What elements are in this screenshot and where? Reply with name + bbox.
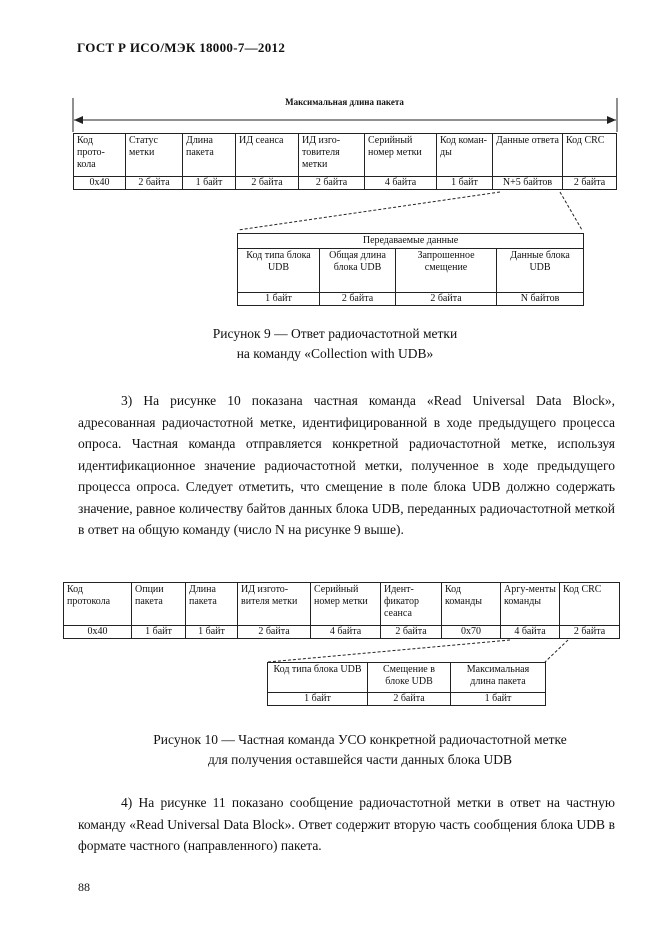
size-cell: 1 байт xyxy=(132,626,186,639)
size-cell: 1 байт xyxy=(437,177,493,190)
sub-field-udb-total-length: Общая длина блока UDB xyxy=(320,249,396,293)
size-cell: 2 байта xyxy=(560,626,620,639)
size-cell: 1 байт xyxy=(238,293,320,306)
field-tag-status: Статус метки xyxy=(126,134,183,177)
command-arguments-table xyxy=(267,662,546,706)
caption-line: на команду «Collection with UDB» xyxy=(236,346,434,361)
size-cell: 2 байта xyxy=(238,626,311,639)
sub-field-udb-type-code: Код типа блока UDB xyxy=(268,663,368,693)
size-cell: 4 байта xyxy=(311,626,381,639)
size-cell: 2 байта xyxy=(563,177,617,190)
transmitted-data-title: Передаваемые данные xyxy=(238,234,584,249)
field-command-code: Код коман-ды xyxy=(437,134,493,177)
sub-field-requested-offset: Запрошенное смещение xyxy=(396,249,497,293)
field-serial-number: Серийный номер метки xyxy=(365,134,437,177)
size-cell: 2 байта xyxy=(236,177,299,190)
caption-line: для получения оставшейся части данных блока UDB xyxy=(207,752,512,767)
field-packet-length: Длина пакета xyxy=(183,134,236,177)
field-response-data: Данные ответа xyxy=(493,134,563,177)
size-cell: 2 байта xyxy=(299,177,365,190)
size-cell: 4 байта xyxy=(501,626,560,639)
size-cell: 1 байт xyxy=(183,177,236,190)
sub-field-max-packet-length: Максимальная длина пакета xyxy=(451,663,546,693)
caption-line: Рисунок 10 — Частная команда УСО конкретной радиочастотной метке xyxy=(153,732,567,747)
paragraph-4: 4) На рисунке 11 показано сообщение радиочастотной метки в ответ на частную команду «Read Universal Data Block». Ответ содержит вторую часть сообщения блока UDB в формате частного (направленного) пакета. xyxy=(78,795,615,853)
size-cell: 2 байта xyxy=(381,626,442,639)
field-command-code: Код команды xyxy=(442,583,501,626)
field-packet-length: Длина пакета xyxy=(186,583,238,626)
paragraph-3: 3) На рисунке 10 показана частная команда «Read Universal Data Block», адресованная радиочастотной метке, идентифицированной в ходе предыдущего процесса опроса. Частная команда отправляется конкретной радиочастотной метке, используя идентификационное значение радиочастотной метки, полученное в ходе предыдущего процесса опроса. Следует отметить, что смещение в поле блока UDB должно содержать значение, равное количеству байтов данных блока UDB, переданных радиочастотной меткой в ответ на общую команду (число N на рисунке 9 выше). xyxy=(78,393,615,537)
size-cell: 0x40 xyxy=(74,177,126,190)
field-protocol-code: Код прото-кола xyxy=(74,134,126,177)
size-cell: 2 байта xyxy=(396,293,497,306)
caption-line: Рисунок 9 — Ответ радиочастотной метки xyxy=(212,326,458,341)
size-cell: 1 байт xyxy=(186,626,238,639)
max-length-label: Максимальная длина пакета xyxy=(285,97,404,107)
field-manufacturer-id: ИД изгото-вителя метки xyxy=(238,583,311,626)
page-number: 88 xyxy=(78,880,90,894)
size-cell: N байтов xyxy=(497,293,584,306)
field-session-id: Идент-фикатор сеанса xyxy=(381,583,442,626)
size-cell: 2 байта xyxy=(320,293,396,306)
size-cell: N+5 байтов xyxy=(493,177,563,190)
size-cell: 2 байта xyxy=(368,693,451,706)
field-session-id: ИД сеанса xyxy=(236,134,299,177)
sub-field-udb-data: Данные блока UDB xyxy=(497,249,584,293)
sub-field-udb-offset: Смещение в блоке UDB xyxy=(368,663,451,693)
field-crc: Код CRC xyxy=(560,583,620,626)
size-cell: 0x40 xyxy=(64,626,132,639)
size-cell: 1 байт xyxy=(451,693,546,706)
sub-field-udb-type-code: Код типа блока UDB xyxy=(238,249,320,293)
field-manufacturer-id: ИД изго-товителя метки xyxy=(299,134,365,177)
field-packet-options: Опции пакета xyxy=(132,583,186,626)
document-header: ГОСТ Р ИСО/МЭК 18000-7—2012 xyxy=(77,40,286,55)
figure-10-caption xyxy=(100,730,620,770)
size-cell: 1 байт xyxy=(268,693,368,706)
field-serial-number: Серийный номер метки xyxy=(311,583,381,626)
field-protocol-code: Код протокола xyxy=(64,583,132,626)
size-cell: 4 байта xyxy=(365,177,437,190)
size-cell: 0x70 xyxy=(442,626,501,639)
field-crc: Код CRC xyxy=(563,134,617,177)
field-command-args: Аргу-менты команды xyxy=(501,583,560,626)
size-cell: 2 байта xyxy=(126,177,183,190)
